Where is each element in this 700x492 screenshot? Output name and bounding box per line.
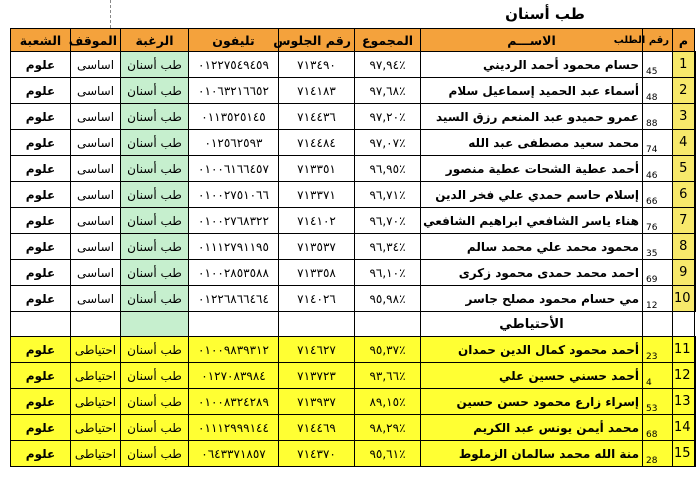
table-row	[11, 182, 695, 208]
seat-number: ٧١٤١٨٣	[279, 78, 355, 104]
status-cell: احتياطى	[71, 363, 121, 389]
request-number: 48	[643, 78, 673, 104]
request-number: 74	[643, 130, 673, 156]
phone-number: ٠١١١٢٧٩١١٩٥	[189, 234, 279, 260]
table-row	[11, 337, 695, 363]
seat-number: ٧١٣٣٥١	[279, 156, 355, 182]
branch-cell: علوم	[11, 415, 71, 441]
branch-cell: علوم	[11, 208, 71, 234]
request-number: 88	[643, 104, 673, 130]
total-score: ٪٨٩,١٥	[355, 389, 421, 415]
phone-number: ٠١١١٢٩٩٩١٤٤	[189, 415, 279, 441]
request-number: 68	[643, 415, 673, 441]
header-code: رقم الطلب	[643, 29, 673, 52]
wish-cell: طب أسنان	[121, 52, 189, 78]
seat-number: ٧١٤١٠٢	[279, 208, 355, 234]
status-cell: اساسى	[71, 78, 121, 104]
student-name: مي حسام محمود مصلح جاسر	[421, 286, 643, 312]
branch-cell: علوم	[11, 441, 71, 467]
request-number: 69	[643, 260, 673, 286]
request-number: 45	[643, 52, 673, 78]
student-name: أسماء عبد الحميد إسماعيل سلام	[421, 78, 643, 104]
status-cell: احتياطى	[71, 415, 121, 441]
table-row	[11, 363, 695, 389]
wish-cell: طب أسنان	[121, 234, 189, 260]
seat-number: ٧١٤٤٦٩	[279, 415, 355, 441]
student-name: محمد أيمن يونس عبد الكريم	[421, 415, 643, 441]
status-cell: احتياطى	[71, 441, 121, 467]
row-index: 12	[673, 363, 695, 389]
title-row	[0, 0, 700, 28]
phone-number: ٠١٢٧٠٨٣٩٨٤	[189, 363, 279, 389]
request-number: 4	[643, 363, 673, 389]
total-score: ٪٩٥,٦١	[355, 441, 421, 467]
student-name: محمود محمد علي محمد سالم	[421, 234, 643, 260]
seat-number: ٧١٤٦٢٧	[279, 337, 355, 363]
request-number: 53	[643, 389, 673, 415]
total-score: ٪٩٦,٣٤	[355, 234, 421, 260]
row-index: 11	[673, 337, 695, 363]
branch-cell: علوم	[11, 104, 71, 130]
phone-number: ٠١٢٢٧٥٤٩٤٥٩	[189, 52, 279, 78]
row-index: 6	[673, 182, 695, 208]
status-cell: اساسى	[71, 130, 121, 156]
student-name: أحمد حسني حسين علي	[421, 363, 643, 389]
student-name: حسام محمود أحمد الرديني	[421, 52, 643, 78]
wish-cell: طب أسنان	[121, 363, 189, 389]
branch-cell: علوم	[11, 337, 71, 363]
status-cell: اساسى	[71, 286, 121, 312]
seat-number: ٧١٣٣٥٨	[279, 260, 355, 286]
student-name: أحمد محمود كمال الدين حمدان	[421, 337, 643, 363]
branch-cell: علوم	[11, 78, 71, 104]
table-row	[11, 260, 695, 286]
request-number: 46	[643, 156, 673, 182]
table-row	[11, 156, 695, 182]
branch-cell: علوم	[11, 130, 71, 156]
status-cell: اساسى	[71, 208, 121, 234]
phone-number: ٠١٠٠٢٧٦٨٣٢٢	[189, 208, 279, 234]
phone-number: ٠١٢٥٦٢٥٩٣	[189, 130, 279, 156]
phone-number: ٠١٠٠٨٣٢٤٢٨٩	[189, 389, 279, 415]
student-name: أحمد عطية الشحات عطية منصور	[421, 156, 643, 182]
students-table	[10, 28, 696, 467]
total-score: ٪٩٦,٧١	[355, 182, 421, 208]
total-score: ٪٩٧,٩٤	[355, 52, 421, 78]
wish-cell: طب أسنان	[121, 78, 189, 104]
total-score: ٪٩٥,٣٧	[355, 337, 421, 363]
reserve-header	[11, 312, 695, 337]
row-index: 3	[673, 104, 695, 130]
header-wish: الرغبة	[121, 29, 189, 52]
wish-cell: طب أسنان	[121, 130, 189, 156]
phone-number: ٠١٠٠٢٧٥١٠٦٦	[189, 182, 279, 208]
table-row	[11, 78, 695, 104]
header-total: المجموع	[355, 29, 421, 52]
reserve-label: الأحتياطي	[421, 312, 643, 337]
row-index: 9	[673, 260, 695, 286]
header-branch: الشعبة	[11, 29, 71, 52]
row-index: 14	[673, 415, 695, 441]
phone-number: ٠١٠٠٩٨٣٩٣١٢	[189, 337, 279, 363]
table-row	[11, 441, 695, 467]
wish-cell: طب أسنان	[121, 208, 189, 234]
phone-number: ٠١٠٠٢٨٥٣٥٨٨	[189, 260, 279, 286]
request-number: 35	[643, 234, 673, 260]
seat-number: ٧١٤٤٣٦	[279, 104, 355, 130]
seat-number: ٧١٣٣٧١	[279, 182, 355, 208]
row-index: 13	[673, 389, 695, 415]
phone-number: ٠١٠٦٣٢١٦٦٥٢	[189, 78, 279, 104]
header-row	[11, 29, 695, 52]
request-number: 12	[643, 286, 673, 312]
request-number: 28	[643, 441, 673, 467]
wish-cell: طب أسنان	[121, 156, 189, 182]
table-row	[11, 389, 695, 415]
table-row	[11, 286, 695, 312]
student-name: هناء ياسر الشافعي ابراهيم الشافعي	[421, 208, 643, 234]
wish-cell: طب أسنان	[121, 441, 189, 467]
status-cell: احتياطى	[71, 389, 121, 415]
total-score: ٪٩٧,٢٠	[355, 104, 421, 130]
branch-cell: علوم	[11, 286, 71, 312]
total-score: ٪٩٦,٧٠	[355, 208, 421, 234]
total-score: ٪٩٥,٩٨	[355, 286, 421, 312]
wish-cell: طب أسنان	[121, 415, 189, 441]
table-row	[11, 415, 695, 441]
total-score: ٪٩٦,٩٥	[355, 156, 421, 182]
branch-cell: علوم	[11, 389, 71, 415]
seat-number: ٧١٤٣٧٠	[279, 441, 355, 467]
header-idx: م	[673, 29, 695, 52]
reserve-label-row	[11, 312, 695, 337]
header-seat: رقم الجلوس	[279, 29, 355, 52]
wish-cell: طب أسنان	[121, 260, 189, 286]
status-cell: اساسى	[71, 260, 121, 286]
request-number: 76	[643, 208, 673, 234]
branch-cell: علوم	[11, 260, 71, 286]
seat-number: ٧١٣٧٢٣	[279, 363, 355, 389]
header-phone: تليفون	[189, 29, 279, 52]
page-break-line	[110, 0, 111, 28]
student-name: عمرو حميدو عبد المنعم رزق السيد	[421, 104, 643, 130]
student-name: محمد سعيد مصطفى عبد الله	[421, 130, 643, 156]
phone-number: ٠١١٣٥٢٥١٤٥	[189, 104, 279, 130]
phone-number: ٠١٠٠٦١٦٦٤٥٧	[189, 156, 279, 182]
wish-cell: طب أسنان	[121, 104, 189, 130]
wish-cell: طب أسنان	[121, 337, 189, 363]
status-cell: اساسى	[71, 182, 121, 208]
row-index: 15	[673, 441, 695, 467]
request-number: 23	[643, 337, 673, 363]
seat-number: ٧١٣٩٣٧	[279, 389, 355, 415]
wish-cell: طب أسنان	[121, 182, 189, 208]
branch-cell: علوم	[11, 363, 71, 389]
header-name: الاســـم	[421, 29, 643, 52]
sheet-title: طب أسنان	[505, 5, 585, 23]
row-index: 5	[673, 156, 695, 182]
total-score: ٪٩٧,٦٨	[355, 78, 421, 104]
branch-cell: علوم	[11, 52, 71, 78]
table-row	[11, 52, 695, 78]
main-rows	[11, 52, 695, 312]
request-number: 66	[643, 182, 673, 208]
branch-cell: علوم	[11, 182, 71, 208]
seat-number: ٧١٤٤٨٤	[279, 130, 355, 156]
total-score: ٪٩٦,١٠	[355, 260, 421, 286]
seat-number: ٧١٣٥٣٧	[279, 234, 355, 260]
status-cell: اساسى	[71, 156, 121, 182]
total-score: ٪٩٧,٠٧	[355, 130, 421, 156]
student-name: احمد محمد حمدى محمود زكرى	[421, 260, 643, 286]
status-cell: احتياطى	[71, 337, 121, 363]
status-cell: اساسى	[71, 52, 121, 78]
header-status: الموقف	[71, 29, 121, 52]
branch-cell: علوم	[11, 156, 71, 182]
total-score: ٪٩٨,٢٩	[355, 415, 421, 441]
seat-number: ٧١٣٤٩٠	[279, 52, 355, 78]
seat-number: ٧١٤٠٢٦	[279, 286, 355, 312]
status-cell: اساسى	[71, 234, 121, 260]
status-cell: اساسى	[71, 104, 121, 130]
table-row	[11, 208, 695, 234]
phone-number: ٠١٢٢٦٨٦٦٤٦٤	[189, 286, 279, 312]
student-name: إسراء زارع محمود حسن حسين	[421, 389, 643, 415]
reserve-rows	[11, 337, 695, 467]
wish-cell: طب أسنان	[121, 286, 189, 312]
student-name: إسلام حاسم حمدي علي فخر الدين	[421, 182, 643, 208]
row-index: 2	[673, 78, 695, 104]
table-row	[11, 104, 695, 130]
total-score: ٪٩٣,٦٦	[355, 363, 421, 389]
row-index: 1	[673, 52, 695, 78]
branch-cell: علوم	[11, 234, 71, 260]
row-index: 7	[673, 208, 695, 234]
phone-number: ٠٦٤٣٣٧١٨٥٧	[189, 441, 279, 467]
student-name: منة الله محمد سالمان الزملوط	[421, 441, 643, 467]
row-index: 10	[673, 286, 695, 312]
table-row	[11, 234, 695, 260]
table-row	[11, 130, 695, 156]
row-index: 8	[673, 234, 695, 260]
row-index: 4	[673, 130, 695, 156]
wish-cell: طب أسنان	[121, 389, 189, 415]
